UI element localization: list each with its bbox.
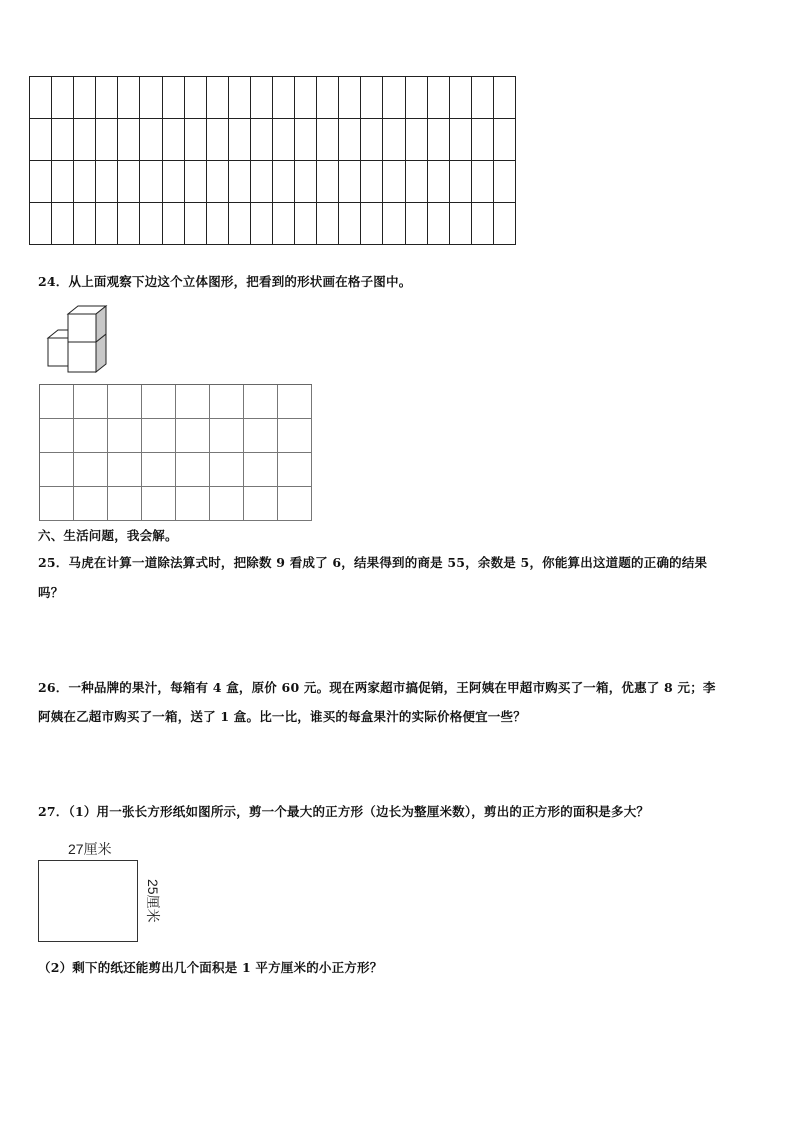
grid-cell[interactable]: [74, 385, 108, 419]
grid-cell[interactable]: [244, 419, 278, 453]
grid-cell[interactable]: [74, 161, 96, 203]
grid-cell[interactable]: [339, 161, 361, 203]
grid-cell[interactable]: [185, 77, 207, 119]
grid-cell[interactable]: [96, 77, 118, 119]
grid-cell[interactable]: [273, 203, 295, 245]
rectangle-width-label: 27厘米: [68, 841, 112, 857]
question-27-part2: （2）剩下的纸还能剪出几个面积是 1 平方厘米的小正方形？: [38, 960, 383, 975]
cube-figure: [44, 302, 124, 376]
grid-cell[interactable]: [450, 203, 472, 245]
grid-cell[interactable]: [244, 385, 278, 419]
grid-cell[interactable]: [339, 77, 361, 119]
grid-cell[interactable]: [142, 453, 176, 487]
grid-cell[interactable]: [295, 119, 317, 161]
section-6-title: 六、生活问题，我会解。: [38, 528, 178, 543]
grid-cell[interactable]: [140, 77, 162, 119]
grid-cell[interactable]: [74, 77, 96, 119]
grid-cell[interactable]: [251, 203, 273, 245]
rectangle-shape: [38, 860, 138, 942]
grid-cell[interactable]: [96, 203, 118, 245]
grid-cell[interactable]: [383, 77, 405, 119]
cube-top: [68, 306, 106, 342]
grid-cell[interactable]: [428, 161, 450, 203]
grid-cell[interactable]: [40, 385, 74, 419]
grid-cell[interactable]: [317, 119, 339, 161]
grid-cell[interactable]: [74, 119, 96, 161]
grid-cell[interactable]: [229, 203, 251, 245]
grid-cell[interactable]: [273, 161, 295, 203]
grid-cell[interactable]: [361, 161, 383, 203]
grid-cell[interactable]: [40, 453, 74, 487]
grid-cell[interactable]: [52, 161, 74, 203]
grid-cell[interactable]: [295, 161, 317, 203]
grid-cell[interactable]: [361, 77, 383, 119]
grid-cell[interactable]: [185, 161, 207, 203]
cube-left: [48, 330, 68, 366]
grid-cell[interactable]: [30, 161, 52, 203]
grid-cell[interactable]: [450, 161, 472, 203]
grid-cell[interactable]: [278, 487, 312, 521]
grid-cell[interactable]: [118, 161, 140, 203]
rectangle-figure: [36, 841, 170, 947]
grid-cell[interactable]: [361, 203, 383, 245]
grid-cell[interactable]: [494, 119, 516, 161]
grid-cell[interactable]: [108, 385, 142, 419]
grid-cell[interactable]: [140, 203, 162, 245]
grid-cell[interactable]: [140, 161, 162, 203]
grid-cell[interactable]: [163, 119, 185, 161]
grid-cell[interactable]: [108, 453, 142, 487]
grid-cell[interactable]: [30, 77, 52, 119]
grid-cell[interactable]: [428, 77, 450, 119]
grid-cell[interactable]: [317, 77, 339, 119]
grid-cell[interactable]: [251, 161, 273, 203]
grid-cell[interactable]: [383, 119, 405, 161]
grid-cell[interactable]: [273, 77, 295, 119]
grid-cell[interactable]: [273, 119, 295, 161]
grid-cell[interactable]: [142, 419, 176, 453]
grid-cell[interactable]: [210, 453, 244, 487]
grid-cell[interactable]: [472, 161, 494, 203]
grid-cell[interactable]: [96, 119, 118, 161]
grid-cell[interactable]: [176, 385, 210, 419]
grid-cell[interactable]: [40, 419, 74, 453]
grid-cell[interactable]: [494, 161, 516, 203]
grid-cell[interactable]: [229, 77, 251, 119]
grid-cell[interactable]: [40, 487, 74, 521]
grid-cell[interactable]: [108, 419, 142, 453]
grid-cell[interactable]: [30, 119, 52, 161]
grid-cell[interactable]: [30, 203, 52, 245]
grid-cell[interactable]: [244, 453, 278, 487]
grid-cell[interactable]: [207, 119, 229, 161]
grid-cell[interactable]: [278, 419, 312, 453]
grid-cell[interactable]: [74, 453, 108, 487]
grid-cell[interactable]: [383, 161, 405, 203]
grid-cell[interactable]: [251, 119, 273, 161]
grid-cell[interactable]: [210, 385, 244, 419]
grid-cell[interactable]: [163, 77, 185, 119]
question-26-line2: 阿姨在乙超市购买了一箱，送了 1 盒。比一比，谁买的每盒果汁的实际价格便宜一些？: [38, 709, 526, 724]
grid-cell[interactable]: [406, 161, 428, 203]
grid-cell[interactable]: [52, 77, 74, 119]
grid-cell[interactable]: [450, 119, 472, 161]
grid-cell[interactable]: [229, 119, 251, 161]
question-26-line1: 26．一种品牌的果汁，每箱有 4 盒，原价 60 元。现在两家超市搞促销，王阿姨在甲超市购买了一箱，优惠了 8 元；李: [38, 680, 716, 695]
grid-cell[interactable]: [207, 203, 229, 245]
grid-cell[interactable]: [185, 119, 207, 161]
rectangle-height-label: 25厘米: [145, 879, 161, 923]
grid-cell[interactable]: [163, 203, 185, 245]
grid-cell[interactable]: [295, 203, 317, 245]
grid-cell[interactable]: [317, 161, 339, 203]
grid-cell[interactable]: [428, 203, 450, 245]
grid-cell[interactable]: [52, 203, 74, 245]
grid-cell[interactable]: [383, 203, 405, 245]
grid-cell[interactable]: [207, 77, 229, 119]
grid-cell[interactable]: [450, 77, 472, 119]
grid-cell[interactable]: [494, 77, 516, 119]
grid-cell[interactable]: [472, 77, 494, 119]
grid-cell[interactable]: [74, 487, 108, 521]
grid-cell[interactable]: [406, 77, 428, 119]
grid-cell[interactable]: [295, 77, 317, 119]
grid-cell[interactable]: [142, 385, 176, 419]
grid-cell[interactable]: [118, 119, 140, 161]
question-25-line1: 25．马虎在计算一道除法算式时，把除数 9 看成了 6，结果得到的商是 55，余数是 5，你能算出这道题的正确的结果: [38, 555, 708, 570]
grid-cell[interactable]: [406, 203, 428, 245]
grid-cell[interactable]: [74, 203, 96, 245]
grid-cell[interactable]: [317, 203, 339, 245]
grid-cell[interactable]: [163, 161, 185, 203]
grid-cell[interactable]: [140, 119, 162, 161]
grid-cell[interactable]: [52, 119, 74, 161]
grid-cell[interactable]: [472, 203, 494, 245]
grid-cell[interactable]: [176, 487, 210, 521]
grid-cell[interactable]: [96, 161, 118, 203]
grid-cell[interactable]: [428, 119, 450, 161]
grid-cell[interactable]: [339, 203, 361, 245]
grid-cell[interactable]: [207, 161, 229, 203]
grid-cell[interactable]: [244, 487, 278, 521]
grid-cell[interactable]: [108, 487, 142, 521]
grid-cell[interactable]: [210, 487, 244, 521]
question-25-line2: 吗？: [38, 585, 64, 600]
grid-cell[interactable]: [494, 203, 516, 245]
grid-cell[interactable]: [210, 419, 244, 453]
grid-cell[interactable]: [361, 119, 383, 161]
grid-cell[interactable]: [142, 487, 176, 521]
question-27-part1: 27．（1）用一张长方形纸如图所示，剪一个最大的正方形（边长为整厘米数），剪出的正方形的面积是多大？: [38, 804, 650, 819]
grid-cell[interactable]: [185, 203, 207, 245]
answer-grid-top[interactable]: [29, 76, 516, 245]
question-24-text: 24．从上面观察下边这个立体图形，把看到的形状画在格子图中。: [38, 274, 412, 289]
grid-cell[interactable]: [251, 77, 273, 119]
grid-cell[interactable]: [278, 385, 312, 419]
grid-cell[interactable]: [74, 419, 108, 453]
grid-cell[interactable]: [118, 77, 140, 119]
grid-cell[interactable]: [118, 203, 140, 245]
grid-cell[interactable]: [176, 419, 210, 453]
grid-cell[interactable]: [339, 119, 361, 161]
grid-cell[interactable]: [176, 453, 210, 487]
grid-cell[interactable]: [472, 119, 494, 161]
answer-grid-q24[interactable]: [39, 384, 312, 521]
grid-cell[interactable]: [278, 453, 312, 487]
grid-cell[interactable]: [229, 161, 251, 203]
grid-cell[interactable]: [406, 119, 428, 161]
